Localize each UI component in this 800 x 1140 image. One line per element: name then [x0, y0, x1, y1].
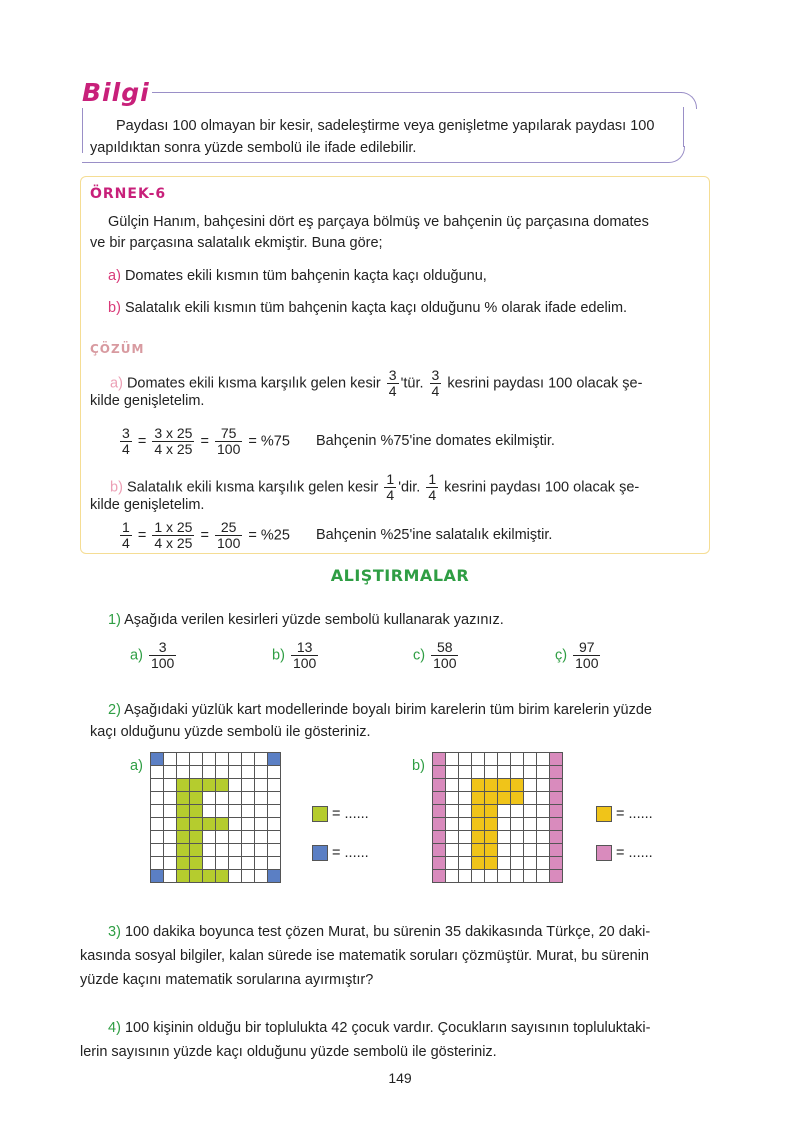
grid-cell [550, 766, 563, 779]
grid-cell [511, 857, 524, 870]
cozum-a-line-3: kilde genişletelim. [90, 393, 205, 409]
grid-cell [550, 792, 563, 805]
q4-line-1: 100 kişinin olduğu bir toplulukta 42 çocuk vardır. Çocukların sayısının topluluktaki- [124, 1020, 651, 1036]
equals: = [137, 433, 147, 450]
q1-item-label: ç) [555, 647, 568, 664]
q3-number: 3) [108, 924, 121, 940]
grid-cell [433, 818, 446, 831]
grid-cell [459, 792, 472, 805]
grid-cell [190, 857, 203, 870]
grid-cell [511, 844, 524, 857]
grid-cell [268, 870, 281, 883]
grid-cell [498, 805, 511, 818]
grid-cell [229, 831, 242, 844]
grid-cell [164, 753, 177, 766]
q1-item-a: a) $\frac{3}{100}$ [130, 639, 175, 671]
cozum-b-suffix: 'dir. [398, 479, 421, 496]
grid-cell [164, 766, 177, 779]
q1-number: 1) [108, 612, 121, 628]
grid-cell [472, 844, 485, 857]
page-number: 149 [388, 1070, 412, 1086]
grid-cell [511, 805, 524, 818]
grid-cell [485, 779, 498, 792]
grid-cell [433, 805, 446, 818]
grid-cell [446, 831, 459, 844]
grid-cell [459, 870, 472, 883]
grid-cell [216, 766, 229, 779]
grid-cell [511, 818, 524, 831]
grid-cell [190, 766, 203, 779]
grid-cell [524, 844, 537, 857]
grid-cell [485, 818, 498, 831]
green-swatch [312, 806, 328, 822]
ornek-a-label: a) [108, 268, 121, 284]
grid-cell [203, 831, 216, 844]
grid-cell [268, 818, 281, 831]
q2-line-2: kaçı olduğunu yüzde sembolü ile gösteriniz. [90, 724, 371, 740]
grid-cell [229, 753, 242, 766]
cozum-a-label: a) [110, 375, 123, 392]
grid-cell [537, 831, 550, 844]
grid-cell [190, 779, 203, 792]
q3-line-2: kasında sosyal bilgiler, kalan sürede ise matematik soruları çözmüştür. Murat, bu sürenin [80, 948, 649, 964]
grid-cell [151, 805, 164, 818]
grid-cell [177, 779, 190, 792]
grid-cell [190, 792, 203, 805]
ornek-title: ÖRNEK-6 [90, 186, 167, 202]
grid-cell [268, 779, 281, 792]
grid-cell [255, 753, 268, 766]
grid-cell [242, 766, 255, 779]
grid-cell [177, 857, 190, 870]
grid-cell [446, 779, 459, 792]
cozum-b-label: b) [110, 479, 123, 496]
grid-cell [485, 792, 498, 805]
grid-cell [229, 779, 242, 792]
q2-number: 2) [108, 702, 121, 718]
grid-cell [524, 805, 537, 818]
grid-cell [485, 753, 498, 766]
grid-cell [498, 831, 511, 844]
grid-cell [164, 857, 177, 870]
grid-cell [164, 870, 177, 883]
grid-cell [255, 792, 268, 805]
fraction-expanded: $\frac{1 x 25}{4 x 25}$ [154, 519, 193, 551]
grid-cell [472, 753, 485, 766]
grid-cell [255, 779, 268, 792]
grid-cell [485, 766, 498, 779]
q4-number: 4) [108, 1020, 121, 1036]
blank-answer: = ...... [332, 845, 369, 861]
grid-cell [242, 857, 255, 870]
blank-answer: = ...... [616, 845, 653, 861]
fraction: $\frac{1}{4}$ [122, 519, 130, 551]
q3-line-1: 100 dakika boyunca test çözen Murat, bu sürenin 35 dakikasında Türkçe, 20 daki- [124, 924, 651, 940]
grid-cell [550, 870, 563, 883]
grid-cell [511, 753, 524, 766]
grid-cell [433, 831, 446, 844]
grid-cell [459, 857, 472, 870]
grid-cell [472, 831, 485, 844]
grid-cell [524, 831, 537, 844]
grid-cell [537, 857, 550, 870]
grid-cell [550, 753, 563, 766]
grid-cell [216, 792, 229, 805]
cozum-a-conclusion: Bahçenin %75'ine domates ekilmiştir. [315, 433, 555, 450]
grid-cell [229, 805, 242, 818]
grid-cell [433, 753, 446, 766]
grid-cell [511, 831, 524, 844]
cozum-a-suffix: 'tür. [400, 375, 424, 392]
grid-cell [242, 844, 255, 857]
grid-cell [485, 831, 498, 844]
grid-cell [537, 753, 550, 766]
grid-cell [203, 779, 216, 792]
cozum-b-calc [118, 520, 552, 551]
ornek-b-text: Salatalık ekili kısmın tüm bahçenin kaçta kaçı olduğunu % olarak ifade edelim. [124, 300, 628, 316]
legend-green [312, 804, 369, 824]
equals: = [137, 527, 147, 544]
grid-cell [524, 766, 537, 779]
grid-cell [485, 844, 498, 857]
grid-cell [446, 818, 459, 831]
grid-cell [151, 779, 164, 792]
grid-cell [511, 779, 524, 792]
grid-cell [229, 792, 242, 805]
grid-cell [255, 870, 268, 883]
grid-cell [537, 766, 550, 779]
grid-cell [216, 818, 229, 831]
grid-cell [524, 818, 537, 831]
q1-text: Aşağıda verilen kesirleri yüzde sembolü kullanarak yazınız. [124, 612, 504, 628]
grid-cell [164, 844, 177, 857]
grid-cell [216, 753, 229, 766]
grid-cell [433, 857, 446, 870]
cozum-a-result: = %75 [248, 433, 290, 450]
grid-cell [177, 870, 190, 883]
grid-cell [550, 779, 563, 792]
grid-cell [203, 870, 216, 883]
grid-cell [242, 831, 255, 844]
grid-cell [203, 792, 216, 805]
grid-cell [550, 818, 563, 831]
grid-cell [229, 844, 242, 857]
grid-cell [433, 870, 446, 883]
grid-cell [216, 831, 229, 844]
fraction: $\frac{3}{4}$ [122, 425, 130, 457]
grid-cell [268, 831, 281, 844]
equals: = [200, 433, 209, 450]
grid-cell [472, 870, 485, 883]
grid-cell [550, 844, 563, 857]
q1-item-c: c) $\frac{58}{100}$ [413, 639, 457, 671]
fraction: $\frac{1}{4}$ [428, 471, 437, 503]
grid-cell [190, 870, 203, 883]
legend-pink [596, 843, 653, 863]
grid-cell [229, 870, 242, 883]
grid-cell [459, 805, 472, 818]
grid-cell [190, 805, 203, 818]
grid-cell [151, 831, 164, 844]
grid-cell [459, 831, 472, 844]
grid-cell [203, 766, 216, 779]
grid-cell [498, 792, 511, 805]
q1-item-label: c) [413, 647, 426, 664]
cozum-a-text-2: kesrini paydası 100 olacak şe- [447, 375, 643, 392]
grid-cell [255, 766, 268, 779]
grid-cell [242, 779, 255, 792]
grid-cell [537, 844, 550, 857]
q2-line-1: Aşağıdaki yüzlük kart modellerinde boyalı birim karelerin tüm birim karelerin yüzde [124, 702, 652, 718]
grid-cell [268, 753, 281, 766]
hundred-grid-b [432, 752, 563, 883]
grid-cell [433, 792, 446, 805]
grid-cell [550, 805, 563, 818]
grid-cell [190, 818, 203, 831]
fraction: $\frac{3}{4}$ [431, 367, 440, 399]
legend-blue [312, 843, 369, 863]
grid-cell [537, 792, 550, 805]
grid-cell [151, 766, 164, 779]
grid-cell [446, 805, 459, 818]
cozum-b-conclusion: Bahçenin %25'ine salatalık ekilmiştir. [315, 527, 553, 544]
bilgi-line-1: Paydası 100 olmayan bir kesir, sadeleştirme veya genişletme yapılarak paydası 100 [116, 118, 655, 134]
grid-cell [524, 779, 537, 792]
hundred-grid-a [150, 752, 281, 883]
grid-cell [255, 857, 268, 870]
grid-cell [190, 831, 203, 844]
grid-cell [472, 857, 485, 870]
grid-cell [524, 753, 537, 766]
grid-cell [242, 792, 255, 805]
grid-cell [498, 818, 511, 831]
grid-cell [459, 766, 472, 779]
grid-cell [203, 844, 216, 857]
blue-swatch [312, 845, 328, 861]
q1-item-label: a) [130, 647, 143, 664]
grid-cell [446, 857, 459, 870]
grid-cell [537, 779, 550, 792]
grid-cell [177, 818, 190, 831]
ornek-line-2: ve bir parçasına salatalık ekmiştir. Buna göre; [90, 235, 383, 251]
grid-cell [498, 753, 511, 766]
grid-cell [511, 870, 524, 883]
grid-cell [242, 805, 255, 818]
q4-line-2: lerin sayısının yüzde kaçı olduğunu yüzde sembolü ile gösteriniz. [80, 1044, 497, 1060]
q2-b-label: b) [412, 758, 425, 774]
cozum-a-text: Domates ekili kısma karşılık gelen kesir [126, 375, 381, 392]
grid-cell [498, 779, 511, 792]
q2-a-label: a) [130, 758, 143, 774]
grid-cell [203, 818, 216, 831]
grid-cell [229, 766, 242, 779]
grid-cell [511, 766, 524, 779]
grid-cell [268, 857, 281, 870]
grid-cell [459, 779, 472, 792]
grid-cell [433, 844, 446, 857]
ornek-a-text: Domates ekili kısmın tüm bahçenin kaçta kaçı olduğunu, [124, 268, 487, 284]
cozum-b-text-2: kesrini paydası 100 olacak şe- [444, 479, 640, 496]
grid-cell [446, 753, 459, 766]
grid-cell [216, 844, 229, 857]
grid-cell [472, 792, 485, 805]
bilgi-title: Bilgi [82, 78, 150, 107]
grid-cell [177, 805, 190, 818]
grid-cell [550, 857, 563, 870]
grid-cell [151, 844, 164, 857]
grid-cell [177, 831, 190, 844]
grid-cell [164, 818, 177, 831]
grid-cell [498, 844, 511, 857]
grid-cell [524, 792, 537, 805]
grid-cell [151, 857, 164, 870]
grid-cell [472, 818, 485, 831]
grid-cell [164, 831, 177, 844]
fraction-result: $\frac{75}{100}$ [217, 425, 241, 457]
grid-cell [268, 792, 281, 805]
bilgi-line-2: yapıldıktan sonra yüzde sembolü ile ifade edilebilir. [90, 140, 417, 156]
grid-cell [472, 779, 485, 792]
grid-cell [524, 857, 537, 870]
cozum-b-text: Salatalık ekili kısma karşılık gelen kesir [126, 479, 379, 496]
grid-cell [485, 870, 498, 883]
grid-cell [255, 818, 268, 831]
cozum-title: ÇÖZÜM [90, 342, 145, 356]
grid-cell [446, 766, 459, 779]
grid-cell [177, 844, 190, 857]
grid-cell [164, 805, 177, 818]
cozum-b-line-3: kilde genişletelim. [90, 497, 205, 513]
grid-cell [164, 792, 177, 805]
grid-cell [446, 870, 459, 883]
grid-cell [459, 753, 472, 766]
fraction: $\frac{1}{4}$ [386, 471, 395, 503]
grid-cell [216, 805, 229, 818]
ornek-b-label: b) [108, 300, 121, 316]
grid-cell [459, 818, 472, 831]
equals: = [200, 527, 209, 544]
grid-cell [433, 766, 446, 779]
grid-cell [498, 766, 511, 779]
grid-cell [177, 753, 190, 766]
grid-cell [498, 870, 511, 883]
q1-item-c-cedilla: ç) $\frac{97}{100}$ [555, 639, 599, 671]
grid-cell [268, 805, 281, 818]
q1-item-label: b) [272, 647, 285, 664]
grid-cell [268, 766, 281, 779]
grid-cell [203, 753, 216, 766]
cozum-a-calc [118, 426, 555, 457]
grid-cell [242, 818, 255, 831]
grid-cell [446, 844, 459, 857]
fraction-expanded: $\frac{3 x 25}{4 x 25}$ [154, 425, 193, 457]
grid-cell [203, 857, 216, 870]
grid-cell [498, 857, 511, 870]
pink-swatch [596, 845, 612, 861]
grid-cell [255, 844, 268, 857]
blank-answer: = ...... [616, 806, 653, 822]
bilgi-border-left [82, 108, 83, 153]
grid-cell [459, 844, 472, 857]
grid-cell [537, 870, 550, 883]
grid-cell [242, 753, 255, 766]
grid-cell [151, 870, 164, 883]
grid-cell [485, 805, 498, 818]
grid-cell [485, 857, 498, 870]
grid-cell [229, 857, 242, 870]
grid-cell [255, 805, 268, 818]
legend-yellow [596, 804, 653, 824]
grid-cell [550, 831, 563, 844]
alistirmalar-title: ALIŞTIRMALAR [330, 566, 470, 585]
q1-item-b: b) $\frac{13}{100}$ [272, 639, 317, 671]
grid-cell [524, 870, 537, 883]
blank-answer: = ...... [332, 806, 369, 822]
grid-cell [446, 792, 459, 805]
grid-cell [151, 753, 164, 766]
grid-cell [472, 805, 485, 818]
grid-cell [255, 831, 268, 844]
cozum-b-result: = %25 [248, 527, 290, 544]
bilgi-border-top [152, 92, 682, 93]
grid-cell [537, 805, 550, 818]
grid-cell [203, 805, 216, 818]
grid-cell [151, 818, 164, 831]
grid-cell [216, 779, 229, 792]
grid-cell [433, 779, 446, 792]
grid-cell [537, 818, 550, 831]
ornek-line-1: Gülçin Hanım, bahçesini dört eş parçaya bölmüş ve bahçenin üç parçasına domates [108, 214, 649, 230]
grid-cell [511, 792, 524, 805]
grid-cell [151, 792, 164, 805]
fraction: $\frac{3}{4}$ [388, 367, 397, 399]
q3-line-3: yüzde kaçını matematik sorularına ayırmıştır? [80, 972, 374, 988]
bilgi-border-right [683, 107, 684, 147]
fraction-result: $\frac{25}{100}$ [217, 519, 241, 551]
grid-cell [229, 818, 242, 831]
grid-cell [190, 753, 203, 766]
grid-cell [242, 870, 255, 883]
grid-cell [177, 766, 190, 779]
grid-cell [472, 766, 485, 779]
grid-cell [177, 792, 190, 805]
yellow-swatch [596, 806, 612, 822]
grid-cell [216, 857, 229, 870]
grid-cell [216, 870, 229, 883]
grid-cell [190, 844, 203, 857]
grid-cell [164, 779, 177, 792]
grid-cell [268, 844, 281, 857]
